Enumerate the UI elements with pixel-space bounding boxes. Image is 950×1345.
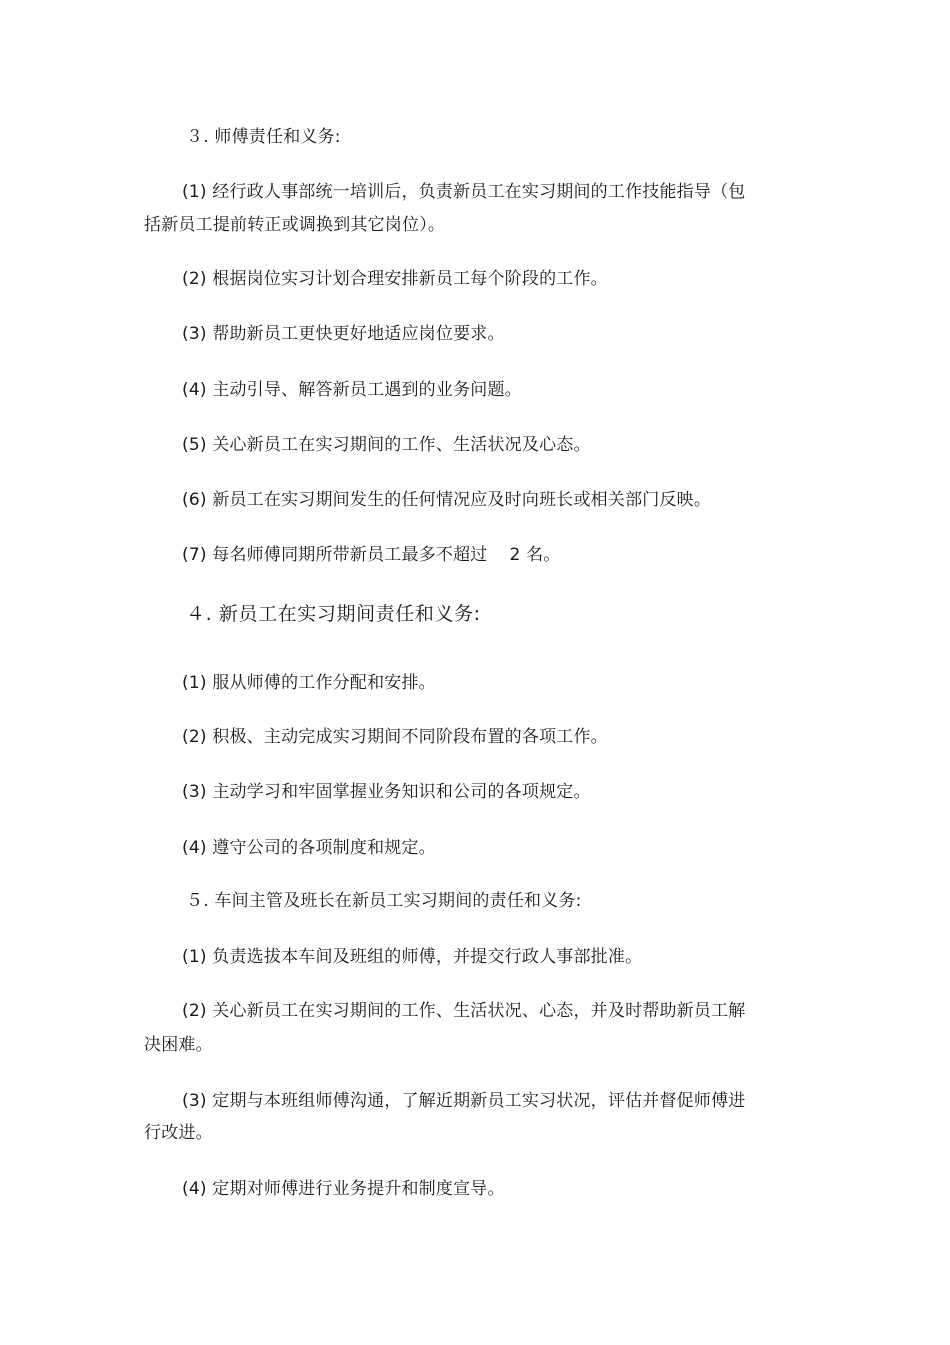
- s3-item-1-line-2: 括新员工提前转正或调换到其它岗位）。: [144, 215, 446, 235]
- s3-item-4: (4) 主动引导、解答新员工遇到的业务问题。: [182, 380, 522, 400]
- s3-item-1-line-1: (1) 经行政人事部统一培训后，负责新员工在实习期间的工作技能指导（包: [182, 182, 746, 202]
- s3-item-2: (2) 根据岗位实习计划合理安排新员工每个阶段的工作。: [182, 269, 608, 289]
- s4-item-3: (3) 主动学习和牢固掌握业务知识和公司的各项规定。: [182, 782, 591, 802]
- s5-item-3-line-1: (3) 定期与本班组师傅沟通，了解近期新员工实习状况，评估并督促师傅进: [182, 1091, 746, 1111]
- s5-item-2-line-2: 决困难。: [144, 1035, 213, 1055]
- s5-item-1: (1) 负责选拔本车间及班组的师傅，并提交行政人事部批准。: [182, 947, 643, 967]
- s4-item-4: (4) 遵守公司的各项制度和规定。: [182, 838, 436, 858]
- s5-item-2-line-1: (2) 关心新员工在实习期间的工作、生活状况、心态，并及时帮助新员工解: [182, 1001, 746, 1021]
- s5-item-3-line-2: 行改进。: [144, 1123, 213, 1143]
- s4-item-2: (2) 积极、主动完成实习期间不同阶段布置的各项工作。: [182, 727, 608, 747]
- s3-item-6: (6) 新员工在实习期间发生的任何情况应及时向班长或相关部门反映。: [182, 490, 712, 510]
- section-5-heading: ５. 车间主管及班长在新员工实习期间的责任和义务:: [186, 891, 582, 911]
- s4-item-1: (1) 服从师傅的工作分配和安排。: [182, 673, 436, 693]
- s3-item-7: [182, 544, 561, 566]
- s3-item-7-count: 2 名。: [509, 545, 561, 565]
- s3-item-5: (5) 关心新员工在实习期间的工作、生活状况及心态。: [182, 435, 591, 455]
- s3-item-3: (3) 帮助新员工更快更好地适应岗位要求。: [182, 324, 505, 344]
- section-4-heading: ４. 新员工在实习期间责任和义务:: [186, 603, 481, 625]
- s3-item-7-text: (7) 每名师傅同期所带新员工最多不超过: [182, 545, 488, 565]
- s5-item-4: (4) 定期对师傅进行业务提升和制度宣导。: [182, 1179, 505, 1199]
- section-3-heading: ３. 师傅责任和义务:: [186, 127, 341, 147]
